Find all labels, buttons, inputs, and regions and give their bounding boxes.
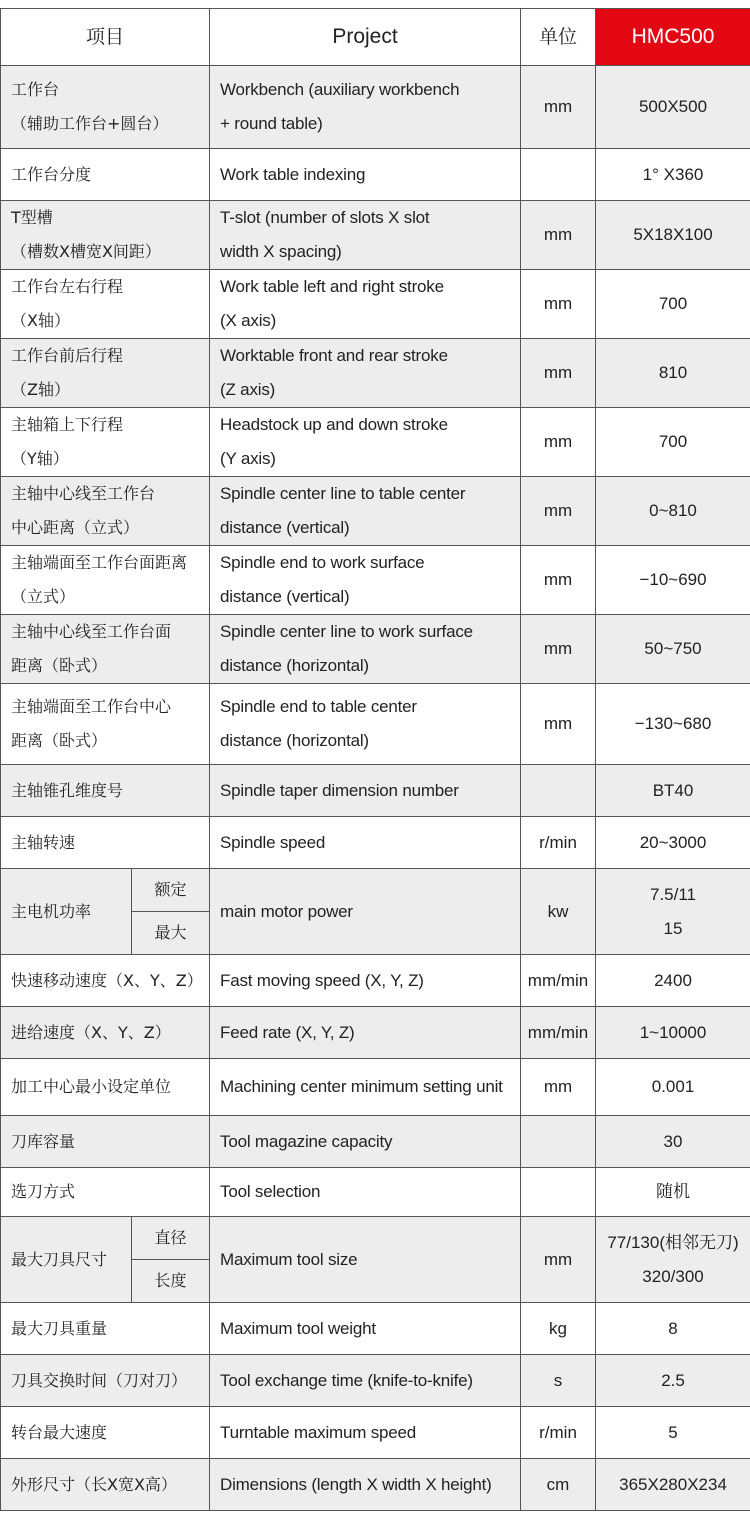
motor-cn-cell: 主电机功率 xyxy=(1,869,132,955)
table-row xyxy=(1,765,750,817)
item-en-text: Tool exchange time (knife-to-knife) xyxy=(220,1370,473,1390)
value-text: 700 xyxy=(658,294,688,313)
item-cn-text: 转台最大速度 xyxy=(11,1422,108,1442)
item-cn-text: （Y轴） xyxy=(11,449,69,468)
toolsize-en-cell: Maximum tool size xyxy=(210,1217,521,1303)
table-row xyxy=(1,1303,750,1355)
value-text: BT40 xyxy=(652,780,694,800)
value-cell xyxy=(596,1303,750,1355)
header-row xyxy=(1,9,750,66)
item-cn-cell xyxy=(1,1059,210,1116)
item-cn-cell xyxy=(1,1355,210,1407)
item-en-text: Worktable front and rear stroke xyxy=(220,346,448,365)
unit-cell: kg xyxy=(521,1303,596,1355)
item-cn-text: 工作台左右行程 xyxy=(11,277,124,296)
toolsize-value-cell xyxy=(596,1217,750,1303)
item-cn-cell xyxy=(1,270,210,339)
value-cell xyxy=(596,66,750,149)
item-en-text: Spindle center line to work surface xyxy=(220,622,473,641)
item-cn-text: 主轴转速 xyxy=(11,832,76,852)
spec-table xyxy=(0,8,750,1511)
value-cell xyxy=(596,1116,750,1168)
item-en-cell xyxy=(210,1116,521,1168)
item-en-cell xyxy=(210,615,521,684)
unit-cell: mm xyxy=(521,615,596,684)
motor-unit-cell: kw xyxy=(521,869,596,955)
value-text: 1° X360 xyxy=(642,164,704,184)
toolsize-row xyxy=(1,1217,750,1260)
value-cell xyxy=(596,1407,750,1459)
unit-cell: mm xyxy=(521,546,596,615)
item-en-cell xyxy=(210,684,521,765)
header-model: HMC500 xyxy=(596,9,750,66)
item-en-cell xyxy=(210,1168,521,1217)
value-cell xyxy=(596,149,750,201)
item-en-text: distance (horizontal) xyxy=(220,731,369,750)
item-cn-text: 主轴锥孔维度号 xyxy=(11,780,124,800)
item-cn-text: 进给速度（X、Y、Z） xyxy=(11,1022,171,1042)
table-row xyxy=(1,684,750,765)
value-cell xyxy=(596,1168,750,1217)
item-en-text: Dimensions (length X width X height) xyxy=(220,1474,492,1494)
item-cn-text: 主轴箱上下行程 xyxy=(11,415,124,434)
value-text: 500X500 xyxy=(638,97,708,116)
motor-value-cell xyxy=(596,869,750,955)
item-cn-cell xyxy=(1,1303,210,1355)
item-cn-text: 快速移动速度（X、Y、Z） xyxy=(11,970,203,990)
value-cell xyxy=(596,684,750,765)
value-cell xyxy=(596,546,750,615)
value-cell xyxy=(596,477,750,546)
item-en-text: Fast moving speed (X, Y, Z) xyxy=(220,970,424,990)
value-text: 5 xyxy=(668,1422,678,1442)
item-en-cell xyxy=(210,270,521,339)
unit-cell: mm xyxy=(521,66,596,149)
item-en-text: Spindle center line to table center xyxy=(220,484,466,503)
item-en-cell xyxy=(210,149,521,201)
item-cn-text: 工作台 xyxy=(11,80,60,99)
item-cn-cell xyxy=(1,149,210,201)
value-cell xyxy=(596,408,750,477)
table-row xyxy=(1,546,750,615)
item-en-text: Headstock up and down stroke xyxy=(220,415,448,434)
value-cell xyxy=(596,339,750,408)
value-text: 2400 xyxy=(654,970,692,990)
value-text: 15 xyxy=(663,918,683,938)
toolsize-sub2: 长度 xyxy=(132,1260,210,1303)
value-cell xyxy=(596,270,750,339)
item-en-cell xyxy=(210,817,521,869)
value-text: 20~3000 xyxy=(639,832,707,852)
table-row xyxy=(1,149,750,201)
toolsize-sub1: 直径 xyxy=(132,1217,210,1260)
item-cn-cell xyxy=(1,1007,210,1059)
item-en-text: Spindle end to work surface xyxy=(220,553,425,572)
item-en-text: (X axis) xyxy=(220,311,277,330)
item-cn-text: 加工中心最小设定单位 xyxy=(11,1077,172,1096)
motor-en-cell: main motor power xyxy=(210,869,521,955)
value-text: −10~690 xyxy=(639,570,707,589)
item-en-cell xyxy=(210,1059,521,1116)
item-en-text: Work table indexing xyxy=(220,164,366,184)
item-en-cell xyxy=(210,339,521,408)
toolsize-unit-cell: mm xyxy=(521,1217,596,1303)
item-en-cell xyxy=(210,408,521,477)
item-en-cell xyxy=(210,1459,521,1511)
unit-cell: s xyxy=(521,1355,596,1407)
item-en-cell xyxy=(210,1007,521,1059)
item-cn-cell xyxy=(1,684,210,765)
unit-cell: mm/min xyxy=(521,955,596,1007)
table-row xyxy=(1,1059,750,1116)
value-text: 8 xyxy=(668,1318,678,1338)
spec-body xyxy=(1,66,750,1511)
unit-cell xyxy=(521,765,596,817)
unit-cell xyxy=(521,1168,596,1217)
item-cn-cell xyxy=(1,615,210,684)
unit-cell: r/min xyxy=(521,817,596,869)
item-en-cell xyxy=(210,765,521,817)
value-cell xyxy=(596,1007,750,1059)
value-cell xyxy=(596,615,750,684)
item-cn-text: 刀库容量 xyxy=(11,1131,76,1151)
unit-cell: mm xyxy=(521,270,596,339)
value-text: 50~750 xyxy=(644,639,702,658)
value-text: −130~680 xyxy=(634,714,712,733)
item-cn-cell xyxy=(1,546,210,615)
item-cn-cell xyxy=(1,955,210,1007)
item-cn-text: 中心距离（立式） xyxy=(11,518,140,537)
table-row xyxy=(1,1116,750,1168)
value-text: 810 xyxy=(658,363,688,382)
item-cn-text: （X轴） xyxy=(11,311,70,330)
motor-row xyxy=(1,869,750,912)
item-en-text: T-slot (number of slots X slot xyxy=(220,208,430,227)
item-cn-text: 刀具交换时间（刀对刀） xyxy=(11,1370,188,1390)
value-text: 5X18X100 xyxy=(633,225,713,244)
table-row xyxy=(1,1407,750,1459)
table-row xyxy=(1,201,750,270)
item-cn-text: 距离（卧式） xyxy=(11,731,108,750)
table-row xyxy=(1,270,750,339)
motor-sub1: 额定 xyxy=(132,869,210,912)
value-cell xyxy=(596,1059,750,1116)
item-cn-text: 最大刀具重量 xyxy=(11,1318,108,1338)
item-en-text: distance (horizontal) xyxy=(220,656,369,675)
item-en-text: (Y axis) xyxy=(220,449,276,468)
value-cell xyxy=(596,1459,750,1511)
motor-sub2: 最大 xyxy=(132,912,210,955)
table-row xyxy=(1,1168,750,1217)
unit-cell: mm xyxy=(521,339,596,408)
item-cn-cell xyxy=(1,477,210,546)
item-en-text: Workbench (auxiliary workbench xyxy=(220,80,460,99)
table-row xyxy=(1,1459,750,1511)
value-text: 7.5/11 xyxy=(650,884,697,904)
item-cn-text: 工作台前后行程 xyxy=(11,346,124,365)
item-en-cell xyxy=(210,201,521,270)
item-cn-cell xyxy=(1,408,210,477)
table-row xyxy=(1,408,750,477)
unit-cell: mm xyxy=(521,684,596,765)
value-text: 0.001 xyxy=(651,1077,695,1096)
item-cn-text: （立式） xyxy=(11,587,76,606)
item-en-text: Turntable maximum speed xyxy=(220,1422,417,1442)
value-cell xyxy=(596,765,750,817)
item-en-text: Tool selection xyxy=(220,1182,321,1201)
item-cn-text: 主轴中心线至工作台面 xyxy=(11,622,172,641)
item-en-text: + round table) xyxy=(220,114,323,133)
unit-cell xyxy=(521,1116,596,1168)
value-text: 77/130(相邻无刀) xyxy=(607,1232,739,1252)
item-cn-text: T型槽 xyxy=(11,208,53,227)
unit-cell: mm/min xyxy=(521,1007,596,1059)
item-cn-cell xyxy=(1,1407,210,1459)
item-en-text: Maximum tool weight xyxy=(220,1318,376,1338)
unit-cell: mm xyxy=(521,1059,596,1116)
table-row xyxy=(1,1007,750,1059)
item-en-text: (Z axis) xyxy=(220,380,276,399)
table-row xyxy=(1,615,750,684)
item-cn-text: 主轴端面至工作台面距离 xyxy=(11,553,188,572)
value-text: 365X280X234 xyxy=(619,1474,727,1494)
item-cn-text: （槽数X槽宽X间距） xyxy=(11,242,161,261)
header-project: Project xyxy=(210,9,521,66)
item-en-cell xyxy=(210,477,521,546)
value-text: 1~10000 xyxy=(639,1022,707,1042)
item-cn-cell xyxy=(1,339,210,408)
item-en-text: Work table left and right stroke xyxy=(220,277,444,296)
item-cn-cell xyxy=(1,66,210,149)
table-row xyxy=(1,817,750,869)
item-cn-text: 工作台分度 xyxy=(11,164,92,184)
item-en-text: distance (vertical) xyxy=(220,518,350,537)
item-cn-cell xyxy=(1,201,210,270)
item-cn-cell xyxy=(1,1116,210,1168)
item-en-text: Spindle speed xyxy=(220,832,326,852)
value-cell xyxy=(596,1355,750,1407)
header-unit: 单位 xyxy=(521,9,596,66)
value-text: 30 xyxy=(663,1131,683,1151)
item-cn-text: （辅助工作台+圆台） xyxy=(11,114,169,133)
value-cell xyxy=(596,955,750,1007)
table-row xyxy=(1,477,750,546)
unit-cell: cm xyxy=(521,1459,596,1511)
value-text: 0~810 xyxy=(649,501,697,520)
item-en-cell xyxy=(210,955,521,1007)
value-text: 320/300 xyxy=(642,1266,704,1286)
item-en-text: distance (vertical) xyxy=(220,587,350,606)
value-text: 随机 xyxy=(656,1182,691,1201)
table-row xyxy=(1,66,750,149)
value-cell xyxy=(596,201,750,270)
item-en-text: Tool magazine capacity xyxy=(220,1131,393,1151)
item-en-cell xyxy=(210,1355,521,1407)
value-text: 2.5 xyxy=(661,1370,685,1390)
item-en-text: Machining center minimum setting unit xyxy=(220,1077,503,1096)
unit-cell: r/min xyxy=(521,1407,596,1459)
item-cn-text: 选刀方式 xyxy=(11,1182,76,1201)
item-en-text: Feed rate (X, Y, Z) xyxy=(220,1022,355,1042)
item-cn-cell xyxy=(1,817,210,869)
item-en-cell xyxy=(210,66,521,149)
table-row xyxy=(1,339,750,408)
value-text: 700 xyxy=(658,432,688,451)
item-cn-text: 主轴端面至工作台中心 xyxy=(11,697,172,716)
unit-cell xyxy=(521,149,596,201)
item-cn-text: （Z轴） xyxy=(11,380,70,399)
item-cn-cell xyxy=(1,1168,210,1217)
table-row xyxy=(1,955,750,1007)
item-en-cell xyxy=(210,546,521,615)
toolsize-cn-cell: 最大刀具尺寸 xyxy=(1,1217,132,1303)
header-item: 项目 xyxy=(1,9,210,66)
item-en-text: Spindle end to table center xyxy=(220,697,417,716)
item-en-text: Spindle taper dimension number xyxy=(220,780,459,800)
item-cn-cell xyxy=(1,765,210,817)
unit-cell: mm xyxy=(521,477,596,546)
unit-cell: mm xyxy=(521,408,596,477)
table-row xyxy=(1,1355,750,1407)
item-en-cell xyxy=(210,1407,521,1459)
item-cn-text: 距离（卧式） xyxy=(11,656,108,675)
unit-cell: mm xyxy=(521,201,596,270)
item-cn-text: 主轴中心线至工作台 xyxy=(11,484,156,503)
value-cell xyxy=(596,817,750,869)
item-cn-cell xyxy=(1,1459,210,1511)
item-en-text: width X spacing) xyxy=(220,242,342,261)
item-cn-text: 外形尺寸（长X宽X高） xyxy=(11,1474,177,1494)
item-en-cell xyxy=(210,1303,521,1355)
